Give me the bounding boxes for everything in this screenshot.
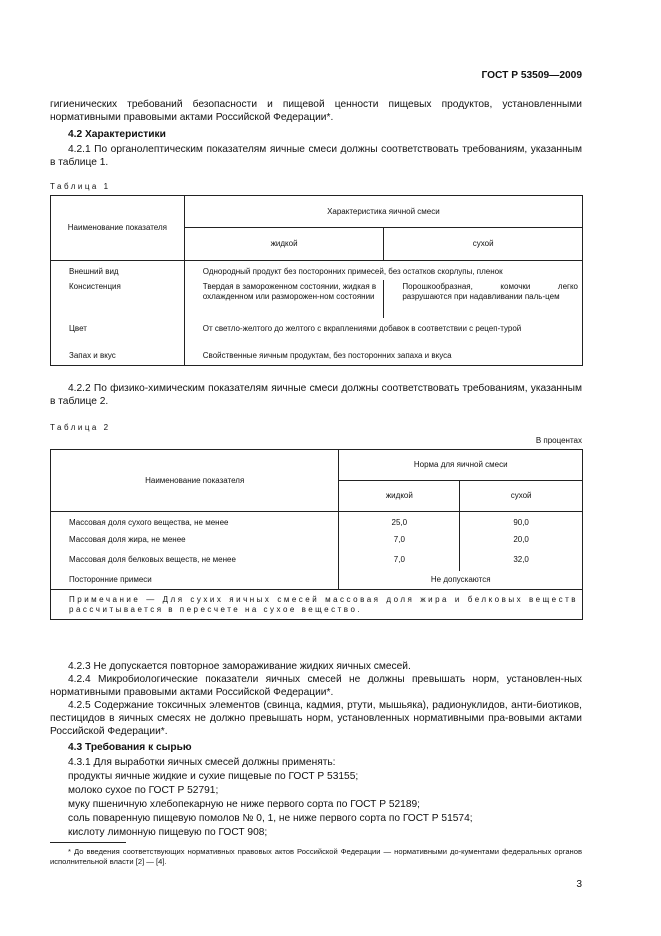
- table-row: Массовая доля жира, не менее: [51, 531, 339, 551]
- list-item: молоко сухое по ГОСТ Р 52791;: [68, 785, 219, 796]
- table-2: [50, 449, 583, 620]
- page-number: 3: [576, 879, 582, 890]
- table2-header-norm: Норма для яичной смеси: [339, 450, 583, 481]
- paragraph-4-2-4: 4.2.4 Микробиологические показатели яичных смесей не должны превышать норм, установлен-ных нормативными правовыми актами Российской Федерации*.: [50, 674, 582, 698]
- list-item: муку пшеничную хлебопекарную не ниже первого сорта по ГОСТ Р 52189;: [68, 799, 421, 810]
- paragraph-4-2-1: 4.2.1 По органолептическим показателям яичные смеси должны соответствовать требованиям, указанным в таблице 1.: [50, 144, 582, 168]
- list-item: кислоту лимонную пищевую по ГОСТ 908;: [68, 827, 268, 838]
- paragraph-4-3-1: 4.3.1 Для выработки яичных смесей должны применять:: [68, 757, 336, 768]
- table1-header-liquid: жидкой: [184, 228, 384, 261]
- section-4-2-title: 4.2 Характеристики: [68, 129, 166, 140]
- table-row: Запах и вкус: [51, 346, 185, 366]
- table-cell: 20,0: [460, 531, 583, 551]
- table-row: Цвет: [51, 318, 185, 346]
- note-text: Примечание — Для сухих яичных смесей массовая доля жира и белковых веществ рассчитывается в пересчете на сухое вещество.: [69, 595, 578, 614]
- footnote: * До введения соответствующих нормативных правовых актов Российской Федерации — нормативными до-кументами федеральных органов исполнительной власти [2] — [4].: [50, 847, 582, 866]
- list-item: продукты яичные жидкие и сухие пищевые по ГОСТ Р 53155;: [68, 771, 359, 782]
- paragraph-4-2-3: 4.2.3 Не допускается повторное замораживание жидких яичных смесей.: [68, 661, 411, 672]
- table-cell: Не допускаются: [339, 571, 583, 590]
- table2-header-liquid: жидкой: [339, 481, 460, 512]
- intro-paragraph: гигиенических требований безопасности и пищевой ценности пищевых продуктов, установленными нормативными правовыми актами Российской Федерации*.: [50, 99, 582, 123]
- table1-header-name: Наименование показателя: [51, 196, 185, 261]
- section-4-3-title: 4.3 Требования к сырью: [68, 742, 192, 753]
- table-cell: 90,0: [460, 512, 583, 531]
- table-cell: Свойственные яичным продуктам, без посторонних запаха и вкуса: [184, 346, 582, 366]
- table2-header-name: Наименование показателя: [51, 450, 339, 512]
- table-cell: 7,0: [339, 551, 460, 571]
- footnote-divider: [50, 842, 126, 843]
- paragraph-4-2-2: 4.2.2 По физико-химическим показателям яичные смеси должны соответствовать требованиям, указанным в таблице 2.: [50, 383, 582, 407]
- paragraph-4-2-5: 4.2.5 Содержание токсичных элементов (свинца, кадмия, ртути, мышьяка), радионуклидов, анти-биотиков, пестицидов в яичных смесях не должно превышать норм, установленных нормативными пра-вовыми актами Российской Федерации*.: [50, 700, 582, 737]
- table1-header-dry: сухой: [384, 228, 583, 261]
- table-row: Посторонние примеси: [51, 571, 339, 590]
- table1-header-characteristic: Характеристика яичной смеси: [184, 196, 582, 228]
- table-cell: Однородный продукт без посторонних примесей, без остатков скорлупы, пленок: [184, 261, 582, 280]
- table-row: Консистенция: [51, 280, 185, 318]
- table-row: Внешний вид: [51, 261, 185, 280]
- table1-caption: Таблица 1: [50, 182, 111, 191]
- table-row: Массовая доля белковых веществ, не менее: [51, 551, 339, 571]
- standard-code: ГОСТ Р 53509—2009: [481, 70, 582, 81]
- table2-units: В процентах: [535, 436, 582, 445]
- list-item: соль поваренную пищевую помолов № 0, 1, не ниже первого сорта по ГОСТ Р 51574;: [68, 813, 473, 824]
- table2-note: [51, 590, 583, 620]
- table-cell: От светло-желтого до желтого с вкраплениями добавок в соответствии с рецеп-турой: [184, 318, 582, 346]
- table-cell: 25,0: [339, 512, 460, 531]
- table2-header-dry: сухой: [460, 481, 583, 512]
- table-row: Массовая доля сухого вещества, не менее: [51, 512, 339, 531]
- table2-caption: Таблица 2: [50, 423, 111, 432]
- table-cell: 7,0: [339, 531, 460, 551]
- table-cell: 32,0: [460, 551, 583, 571]
- table-1: [50, 195, 583, 366]
- table-cell: Твердая в замороженном состоянии, жидкая в охлажденном или разморожен-ном состоянии: [184, 280, 384, 318]
- table-cell: Порошкообразная, комочки легко разрушаются при надавливании паль-цем: [384, 280, 583, 318]
